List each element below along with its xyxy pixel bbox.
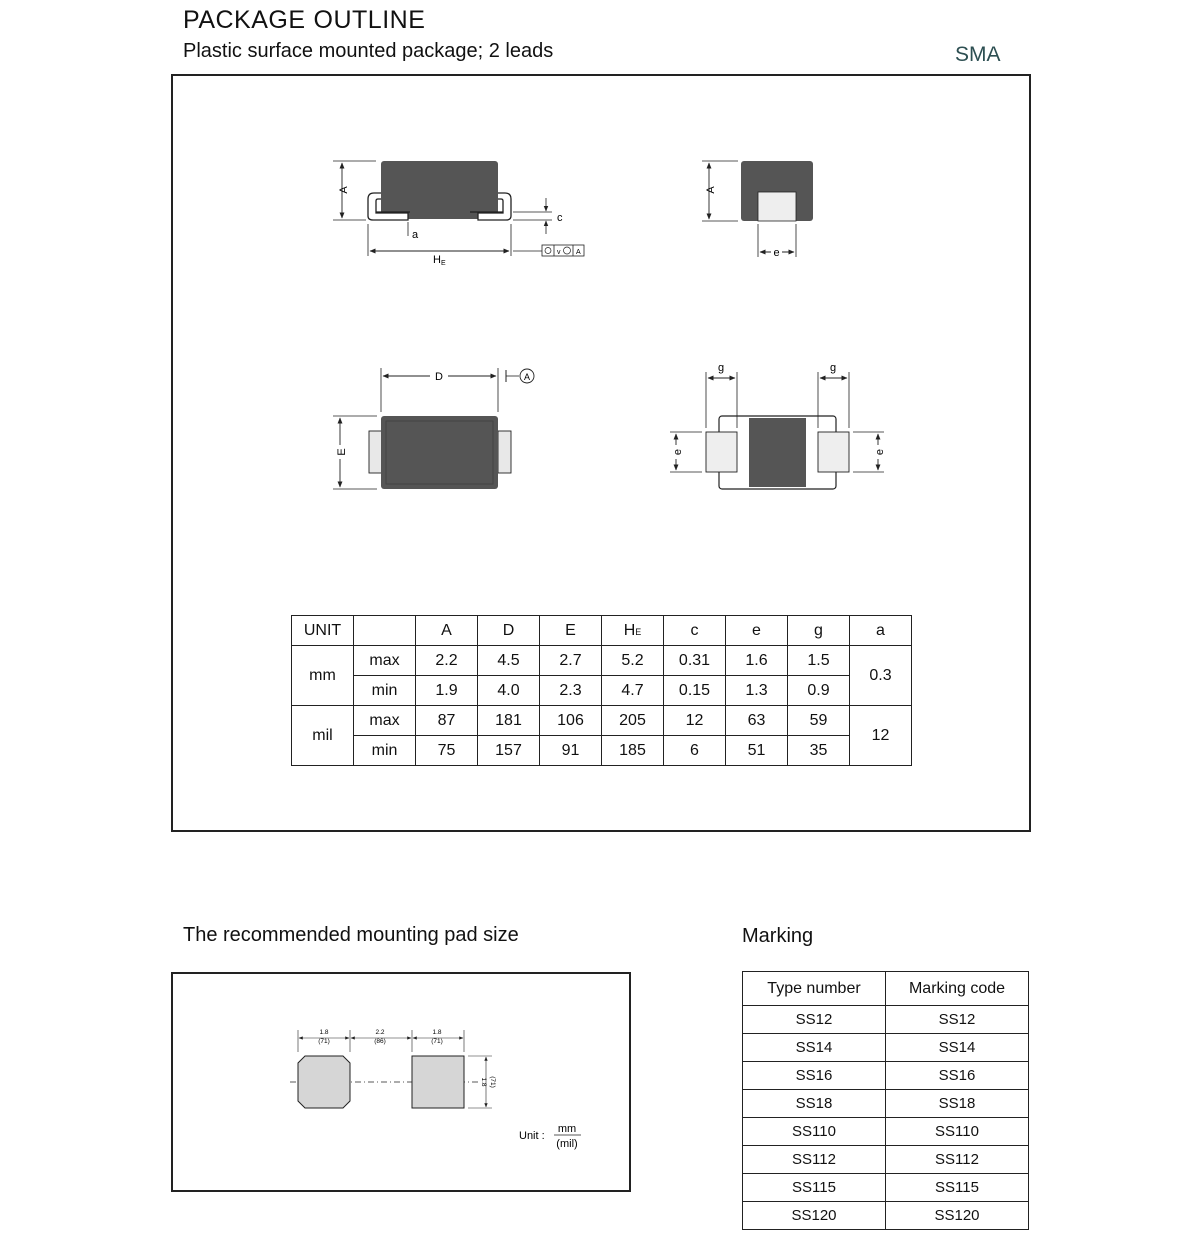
type-cell: SS112 xyxy=(743,1146,886,1174)
table-row xyxy=(743,1174,1029,1202)
value-cell: 1.3 xyxy=(726,676,788,706)
col-marking-code: Marking code xyxy=(886,972,1029,1006)
header-cell: E xyxy=(540,616,602,646)
value-cell: 157 xyxy=(478,736,540,766)
side-view-drawing xyxy=(333,161,584,267)
dim-label-g-right: g xyxy=(829,362,837,374)
pad-dim-3-mil: (71) xyxy=(431,1038,443,1045)
kind-cell: max xyxy=(354,706,416,736)
value-cell: 2.3 xyxy=(540,676,602,706)
dimension-table-header xyxy=(292,616,912,646)
mounting-pad-frame xyxy=(171,972,631,1192)
type-cell: SS16 xyxy=(743,1062,886,1090)
unit-mil: (mil) xyxy=(556,1138,578,1150)
value-cell: 1.9 xyxy=(416,676,478,706)
value-cell: 185 xyxy=(602,736,664,766)
code-cell: SS112 xyxy=(886,1146,1029,1174)
page-subtitle: Plastic surface mounted package; 2 leads xyxy=(183,40,554,62)
value-cell: 63 xyxy=(726,706,788,736)
value-cell: 4.7 xyxy=(602,676,664,706)
top-view-left-lead xyxy=(369,431,382,473)
value-cell: 0.31 xyxy=(664,646,726,676)
type-cell: SS18 xyxy=(743,1090,886,1118)
table-row xyxy=(292,706,912,736)
a-cell-mm: 0.3 xyxy=(850,646,912,706)
header-cell-HE: HE xyxy=(602,616,664,646)
end-view-lead xyxy=(758,192,796,221)
code-cell: SS18 xyxy=(886,1090,1029,1118)
value-cell: 2.2 xyxy=(416,646,478,676)
code-cell: SS110 xyxy=(886,1118,1029,1146)
header-cell: D xyxy=(478,616,540,646)
package-name: SMA xyxy=(955,43,1001,66)
code-cell: SS115 xyxy=(886,1174,1029,1202)
code-cell: SS12 xyxy=(886,1006,1029,1034)
value-cell: 12 xyxy=(664,706,726,736)
dim-label-D: D xyxy=(435,371,443,383)
value-cell: 106 xyxy=(540,706,602,736)
dim-label-e-end: e xyxy=(773,247,780,259)
value-cell: 6 xyxy=(664,736,726,766)
header-cell: A xyxy=(416,616,478,646)
unit-cell-mm: mm xyxy=(292,646,354,706)
header-cell: e xyxy=(726,616,788,646)
dim-label-g-left: g xyxy=(717,362,725,374)
pad-dim-2-mil: (86) xyxy=(374,1038,386,1045)
code-cell: SS14 xyxy=(886,1034,1029,1062)
top-view-body xyxy=(381,416,498,489)
value-cell: 5.2 xyxy=(602,646,664,676)
top-view-right-lead xyxy=(498,431,511,473)
value-cell: 91 xyxy=(540,736,602,766)
dim-label-c: c xyxy=(557,212,563,224)
marking-table xyxy=(742,971,1029,1230)
pad-dim-2-mm: 2.2 xyxy=(375,1029,385,1036)
top-view-drawing xyxy=(333,368,534,489)
value-cell: 75 xyxy=(416,736,478,766)
unit-cell-mil: mil xyxy=(292,706,354,766)
type-cell: SS115 xyxy=(743,1174,886,1202)
table-row xyxy=(743,1202,1029,1230)
unit-label: Unit : xyxy=(519,1130,545,1142)
table-row xyxy=(292,646,912,676)
value-cell: 87 xyxy=(416,706,478,736)
title-word-package: PACKAGE xyxy=(183,6,306,34)
value-cell: 4.0 xyxy=(478,676,540,706)
value-cell: 59 xyxy=(788,706,850,736)
pad-height-mil: (71) xyxy=(489,1076,496,1088)
a-cell-mil: 12 xyxy=(850,706,912,766)
pad-dim-3-mm: 1.8 xyxy=(432,1029,442,1036)
col-type-number: Type number xyxy=(743,972,886,1006)
dim-label-HE: HE xyxy=(433,254,446,267)
marking-table-header xyxy=(743,972,1029,1006)
dim-label-a: a xyxy=(412,229,419,241)
header-cell: UNIT xyxy=(292,616,354,646)
pad-dim-1-mil: (71) xyxy=(318,1038,330,1045)
table-row xyxy=(292,676,912,706)
header-cell: a xyxy=(850,616,912,646)
mounting-pad-heading: The recommended mounting pad size xyxy=(183,924,519,946)
dim-label-A-side: A xyxy=(338,186,350,194)
value-cell: 1.6 xyxy=(726,646,788,676)
type-cell: SS14 xyxy=(743,1034,886,1062)
end-view-drawing xyxy=(702,161,813,259)
svg-text:A: A xyxy=(576,249,581,256)
value-cell: 51 xyxy=(726,736,788,766)
dim-label-A-end: A xyxy=(705,186,717,194)
table-row xyxy=(743,1006,1029,1034)
table-row xyxy=(743,1146,1029,1174)
value-cell: 0.15 xyxy=(664,676,726,706)
unit-mm: mm xyxy=(557,1123,577,1135)
table-row xyxy=(743,1118,1029,1146)
value-cell: 2.7 xyxy=(540,646,602,676)
table-row xyxy=(743,1062,1029,1090)
svg-text:A: A xyxy=(523,372,531,382)
bottom-view-body xyxy=(749,418,806,487)
pad-dim-1-mm: 1.8 xyxy=(319,1029,329,1036)
dimension-table xyxy=(291,615,912,766)
kind-cell: min xyxy=(354,736,416,766)
type-cell: SS120 xyxy=(743,1202,886,1230)
value-cell: 4.5 xyxy=(478,646,540,676)
kind-cell: min xyxy=(354,676,416,706)
value-cell: 35 xyxy=(788,736,850,766)
header-cell xyxy=(354,616,416,646)
table-row xyxy=(743,1090,1029,1118)
pad-height-mm: 1.8 xyxy=(480,1077,487,1087)
dim-label-E: E xyxy=(336,448,348,456)
bottom-view-drawing xyxy=(670,362,886,489)
bottom-view-left-pad xyxy=(706,432,737,472)
value-cell: 181 xyxy=(478,706,540,736)
title-word-outline: OUTLINE xyxy=(313,6,426,34)
header-cell: c xyxy=(664,616,726,646)
tolerance-frame xyxy=(542,245,584,256)
header-cell: g xyxy=(788,616,850,646)
kind-cell: max xyxy=(354,646,416,676)
value-cell: 0.9 xyxy=(788,676,850,706)
table-row xyxy=(292,736,912,766)
type-cell: SS12 xyxy=(743,1006,886,1034)
side-view-body xyxy=(381,161,498,219)
dim-label-e-right: e xyxy=(874,448,886,456)
value-cell: 205 xyxy=(602,706,664,736)
code-cell: SS16 xyxy=(886,1062,1029,1090)
table-row xyxy=(743,1034,1029,1062)
bottom-view-right-pad xyxy=(818,432,849,472)
marking-heading: Marking xyxy=(742,925,814,947)
dim-label-e-left: e xyxy=(672,448,684,456)
svg-text:v: v xyxy=(557,249,561,256)
type-cell: SS110 xyxy=(743,1118,886,1146)
code-cell: SS120 xyxy=(886,1202,1029,1230)
value-cell: 1.5 xyxy=(788,646,850,676)
